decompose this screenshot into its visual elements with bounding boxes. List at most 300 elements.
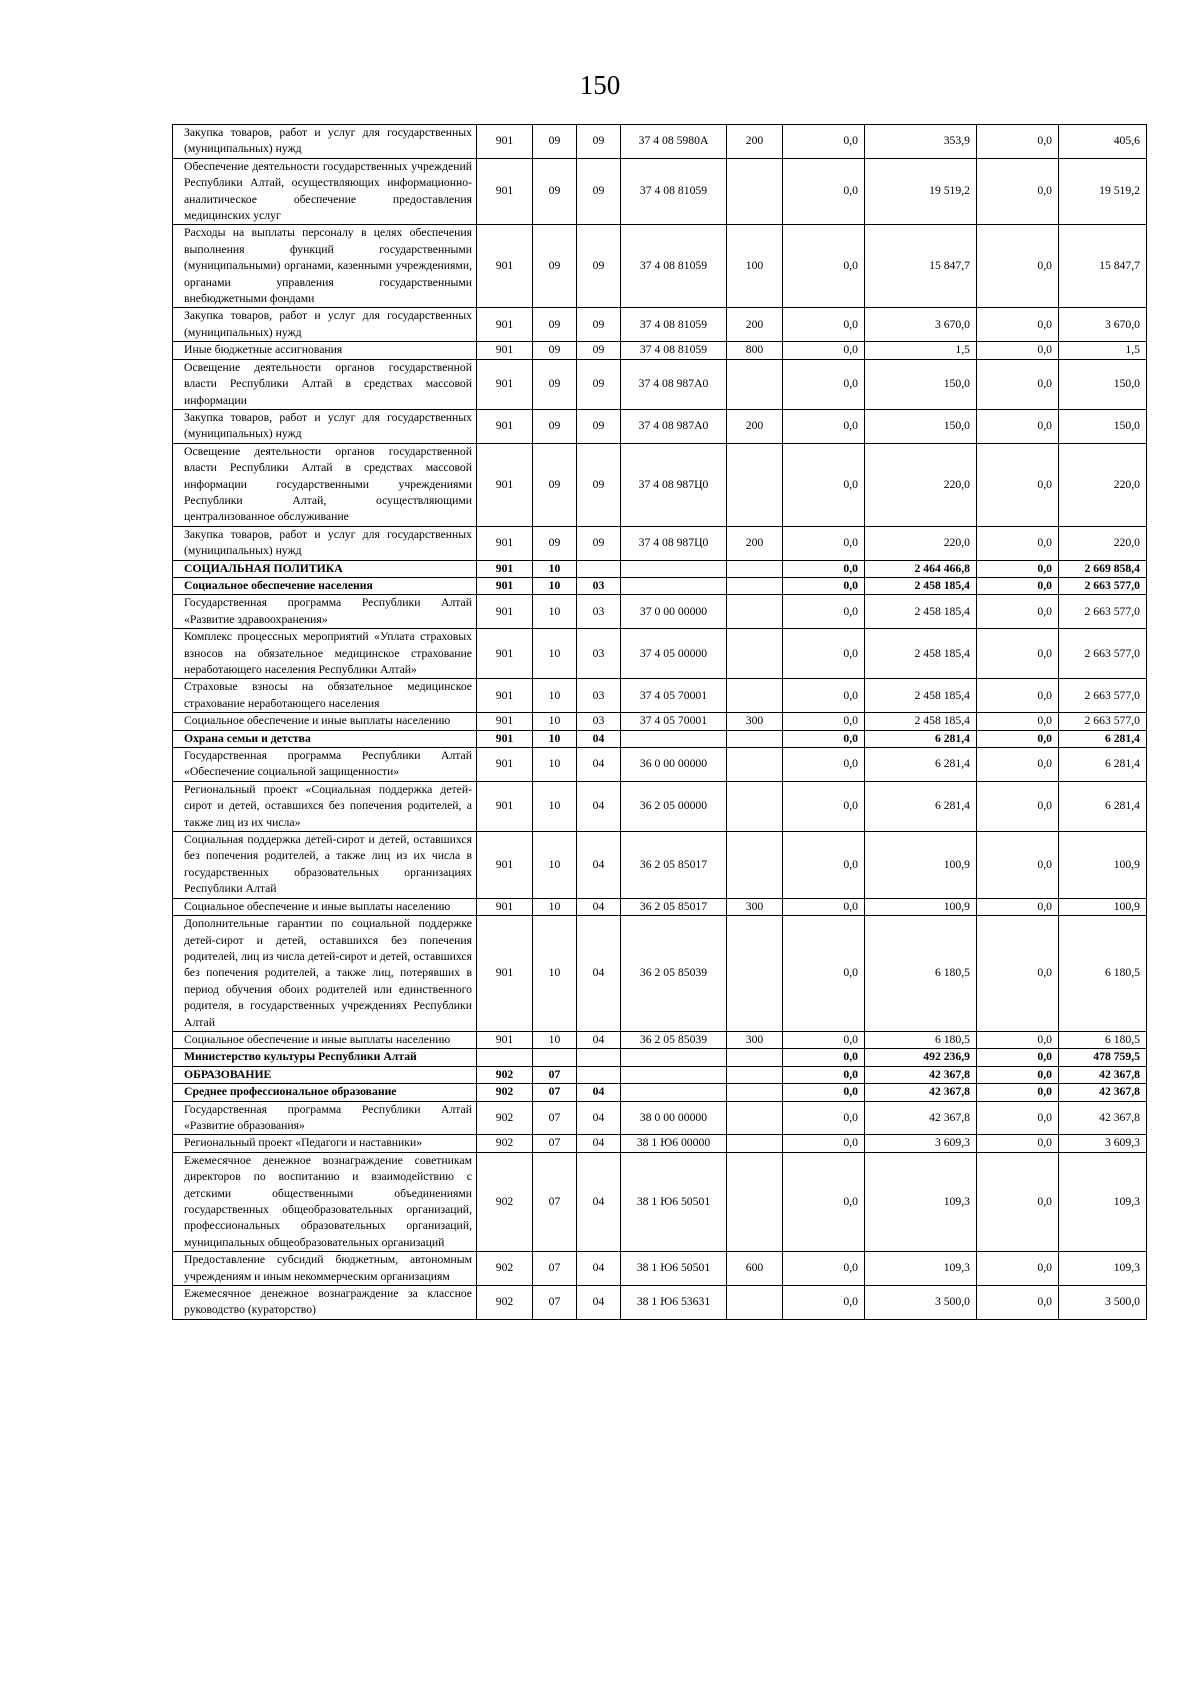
amount-3: 0,0	[977, 781, 1059, 831]
section-code: 10	[533, 748, 577, 782]
section-code: 07	[533, 1286, 577, 1320]
amount-4: 150,0	[1059, 359, 1147, 409]
amount-3: 0,0	[977, 1152, 1059, 1251]
amount-1: 0,0	[783, 629, 865, 679]
amount-2: 6 281,4	[865, 730, 977, 747]
amount-4: 150,0	[1059, 409, 1147, 443]
amount-2: 220,0	[865, 526, 977, 560]
ministry-code: 901	[477, 359, 533, 409]
amount-2: 2 458 185,4	[865, 629, 977, 679]
table-row	[173, 1066, 1147, 1083]
row-name: Страховые взносы на обязательное медицинское страхование неработающего населения	[173, 679, 477, 713]
ministry-code: 901	[477, 679, 533, 713]
amount-3: 0,0	[977, 832, 1059, 899]
subsection-code: 09	[577, 443, 621, 526]
expense-type	[727, 560, 783, 577]
amount-2: 100,9	[865, 832, 977, 899]
row-name: Социальное обеспечение и иные выплаты населению	[173, 713, 477, 730]
amount-1: 0,0	[783, 1152, 865, 1251]
section-code: 07	[533, 1101, 577, 1135]
amount-4: 405,6	[1059, 125, 1147, 159]
subsection-code: 04	[577, 1084, 621, 1101]
amount-1: 0,0	[783, 359, 865, 409]
amount-2: 2 464 466,8	[865, 560, 977, 577]
ministry-code: 901	[477, 409, 533, 443]
expense-type	[727, 359, 783, 409]
row-name: Ежемесячное денежное вознаграждение советникам директоров по воспитанию и взаимодействию с детскими общественными объединениями государственных общеобразовательных организаций, профессиональных образовательных организаций, муниципальных общеобразовательных организаций	[173, 1152, 477, 1251]
table-row	[173, 560, 1147, 577]
amount-2: 2 458 185,4	[865, 595, 977, 629]
section-code: 09	[533, 359, 577, 409]
table-row	[173, 125, 1147, 159]
row-name: Предоставление субсидий бюджетным, автономным учреждениям и иным некоммерческим организациям	[173, 1252, 477, 1286]
amount-1: 0,0	[783, 730, 865, 747]
amount-1: 0,0	[783, 898, 865, 915]
section-code: 10	[533, 595, 577, 629]
amount-3: 0,0	[977, 916, 1059, 1032]
row-name: Дополнительные гарантии по социальной поддержке детей-сирот и детей, оставшихся без попечения родителей, лиц из числа детей-сирот и детей, оставшихся без попечения родителей, а также лиц, потерявших в период обучения обоих родителей или единственного родителя, в государственных учреждениях Республики Алтай	[173, 916, 477, 1032]
amount-4: 19 519,2	[1059, 158, 1147, 225]
amount-4: 6 281,4	[1059, 748, 1147, 782]
subsection-code: 09	[577, 359, 621, 409]
amount-4: 109,3	[1059, 1252, 1147, 1286]
target-article: 38 1 Ю6 50501	[621, 1252, 727, 1286]
amount-2: 42 367,8	[865, 1066, 977, 1083]
target-article: 38 1 Ю6 50501	[621, 1152, 727, 1251]
amount-4: 100,9	[1059, 832, 1147, 899]
amount-4: 6 180,5	[1059, 916, 1147, 1032]
amount-4: 6 180,5	[1059, 1031, 1147, 1048]
expense-type	[727, 1066, 783, 1083]
amount-1: 0,0	[783, 595, 865, 629]
section-code	[533, 1049, 577, 1066]
amount-3: 0,0	[977, 125, 1059, 159]
amount-2: 3 670,0	[865, 308, 977, 342]
amount-1: 0,0	[783, 1101, 865, 1135]
ministry-code: 901	[477, 629, 533, 679]
target-article	[621, 560, 727, 577]
subsection-code: 04	[577, 748, 621, 782]
amount-3: 0,0	[977, 308, 1059, 342]
section-code: 09	[533, 225, 577, 308]
table-row	[173, 1084, 1147, 1101]
section-code: 10	[533, 629, 577, 679]
table-row	[173, 1049, 1147, 1066]
amount-4: 6 281,4	[1059, 781, 1147, 831]
amount-3: 0,0	[977, 1084, 1059, 1101]
expense-type: 600	[727, 1252, 783, 1286]
amount-2: 1,5	[865, 342, 977, 359]
amount-2: 353,9	[865, 125, 977, 159]
ministry-code: 901	[477, 308, 533, 342]
target-article	[621, 730, 727, 747]
table-row	[173, 1101, 1147, 1135]
subsection-code: 04	[577, 832, 621, 899]
amount-3: 0,0	[977, 158, 1059, 225]
table-row	[173, 595, 1147, 629]
section-code: 09	[533, 125, 577, 159]
target-article: 37 4 08 81059	[621, 158, 727, 225]
target-article: 38 0 00 00000	[621, 1101, 727, 1135]
row-name: Ежемесячное денежное вознаграждение за классное руководство (кураторство)	[173, 1286, 477, 1320]
target-article	[621, 577, 727, 594]
amount-3: 0,0	[977, 748, 1059, 782]
table-row	[173, 1252, 1147, 1286]
subsection-code: 03	[577, 595, 621, 629]
amount-4: 2 663 577,0	[1059, 713, 1147, 730]
section-code: 09	[533, 409, 577, 443]
amount-1: 0,0	[783, 713, 865, 730]
amount-1: 0,0	[783, 577, 865, 594]
amount-2: 19 519,2	[865, 158, 977, 225]
table-row	[173, 359, 1147, 409]
section-code: 09	[533, 308, 577, 342]
amount-3: 0,0	[977, 713, 1059, 730]
subsection-code: 04	[577, 898, 621, 915]
amount-3: 0,0	[977, 1101, 1059, 1135]
amount-1: 0,0	[783, 125, 865, 159]
row-name: ОБРАЗОВАНИЕ	[173, 1066, 477, 1083]
amount-4: 220,0	[1059, 443, 1147, 526]
section-code: 09	[533, 443, 577, 526]
amount-3: 0,0	[977, 359, 1059, 409]
expense-type	[727, 832, 783, 899]
section-code: 10	[533, 730, 577, 747]
amount-2: 150,0	[865, 359, 977, 409]
budget-table	[172, 124, 1147, 1320]
amount-2: 100,9	[865, 898, 977, 915]
subsection-code: 09	[577, 158, 621, 225]
section-code: 09	[533, 342, 577, 359]
amount-2: 2 458 185,4	[865, 577, 977, 594]
amount-3: 0,0	[977, 1049, 1059, 1066]
row-name: Иные бюджетные ассигнования	[173, 342, 477, 359]
section-code: 10	[533, 916, 577, 1032]
table-row	[173, 342, 1147, 359]
section-code: 10	[533, 679, 577, 713]
amount-1: 0,0	[783, 679, 865, 713]
amount-4: 2 663 577,0	[1059, 629, 1147, 679]
subsection-code: 04	[577, 1286, 621, 1320]
amount-2: 2 458 185,4	[865, 679, 977, 713]
target-article: 37 4 08 987Ц0	[621, 443, 727, 526]
expense-type	[727, 1084, 783, 1101]
subsection-code: 03	[577, 629, 621, 679]
subsection-code	[577, 1066, 621, 1083]
ministry-code: 901	[477, 125, 533, 159]
amount-1: 0,0	[783, 443, 865, 526]
subsection-code: 04	[577, 1101, 621, 1135]
expense-type	[727, 629, 783, 679]
ministry-code: 901	[477, 730, 533, 747]
amount-4: 1,5	[1059, 342, 1147, 359]
section-code: 10	[533, 781, 577, 831]
subsection-code	[577, 560, 621, 577]
row-name: Государственная программа Республики Алтай «Обеспечение социальной защищенности»	[173, 748, 477, 782]
subsection-code	[577, 1049, 621, 1066]
amount-1: 0,0	[783, 409, 865, 443]
section-code: 10	[533, 713, 577, 730]
amount-2: 3 500,0	[865, 1286, 977, 1320]
target-article: 37 4 08 987Ц0	[621, 526, 727, 560]
amount-2: 220,0	[865, 443, 977, 526]
amount-2: 150,0	[865, 409, 977, 443]
target-article	[621, 1049, 727, 1066]
table-row	[173, 781, 1147, 831]
ministry-code: 902	[477, 1101, 533, 1135]
subsection-code: 04	[577, 916, 621, 1032]
subsection-code: 09	[577, 125, 621, 159]
target-article: 37 4 08 81059	[621, 342, 727, 359]
amount-3: 0,0	[977, 679, 1059, 713]
table-row	[173, 1135, 1147, 1152]
amount-2: 6 180,5	[865, 916, 977, 1032]
table-row	[173, 898, 1147, 915]
amount-4: 2 663 577,0	[1059, 577, 1147, 594]
amount-3: 0,0	[977, 409, 1059, 443]
amount-4: 15 847,7	[1059, 225, 1147, 308]
amount-2: 109,3	[865, 1152, 977, 1251]
row-name: Освещение деятельности органов государственной власти Республики Алтай в средствах массовой информации государственными учреждениями Республики Алтай, осуществляющими централизованное обслуживание	[173, 443, 477, 526]
amount-3: 0,0	[977, 629, 1059, 679]
expense-type	[727, 1101, 783, 1135]
table-row	[173, 158, 1147, 225]
subsection-code: 09	[577, 526, 621, 560]
row-name: Закупка товаров, работ и услуг для государственных (муниципальных) нужд	[173, 526, 477, 560]
page-number: 150	[579, 70, 621, 100]
amount-2: 2 458 185,4	[865, 713, 977, 730]
table-row	[173, 679, 1147, 713]
ministry-code: 901	[477, 560, 533, 577]
row-name: Обеспечение деятельности государственных учреждений Республики Алтай, осуществляющих информационно-аналитическое обеспечение предоставления медицинских услуг	[173, 158, 477, 225]
amount-4: 42 367,8	[1059, 1101, 1147, 1135]
expense-type	[727, 1049, 783, 1066]
subsection-code: 04	[577, 1152, 621, 1251]
ministry-code	[477, 1049, 533, 1066]
amount-3: 0,0	[977, 443, 1059, 526]
amount-1: 0,0	[783, 832, 865, 899]
ministry-code: 901	[477, 443, 533, 526]
ministry-code: 902	[477, 1135, 533, 1152]
amount-3: 0,0	[977, 730, 1059, 747]
amount-3: 0,0	[977, 1252, 1059, 1286]
target-article: 38 1 Ю6 53631	[621, 1286, 727, 1320]
subsection-code: 04	[577, 730, 621, 747]
amount-3: 0,0	[977, 560, 1059, 577]
expense-type: 200	[727, 409, 783, 443]
amount-3: 0,0	[977, 526, 1059, 560]
section-code: 07	[533, 1135, 577, 1152]
amount-3: 0,0	[977, 1031, 1059, 1048]
amount-4: 109,3	[1059, 1152, 1147, 1251]
expense-type	[727, 781, 783, 831]
amount-2: 3 609,3	[865, 1135, 977, 1152]
amount-4: 42 367,8	[1059, 1084, 1147, 1101]
amount-2: 6 281,4	[865, 748, 977, 782]
target-article: 38 1 Ю6 00000	[621, 1135, 727, 1152]
section-code: 10	[533, 898, 577, 915]
amount-3: 0,0	[977, 1135, 1059, 1152]
table-row	[173, 748, 1147, 782]
expense-type	[727, 679, 783, 713]
section-code: 10	[533, 1031, 577, 1048]
ministry-code: 901	[477, 577, 533, 594]
expense-type: 300	[727, 898, 783, 915]
ministry-code: 901	[477, 158, 533, 225]
row-name: Региональный проект «Социальная поддержка детей-сирот и детей, оставшихся без попечения родителей, а также лиц из их числа»	[173, 781, 477, 831]
ministry-code: 901	[477, 748, 533, 782]
target-article: 36 2 05 85039	[621, 916, 727, 1032]
expense-type	[727, 1286, 783, 1320]
amount-4: 6 281,4	[1059, 730, 1147, 747]
row-name: Охрана семьи и детства	[173, 730, 477, 747]
expense-type	[727, 158, 783, 225]
amount-2: 109,3	[865, 1252, 977, 1286]
subsection-code: 04	[577, 1135, 621, 1152]
target-article: 37 4 05 70001	[621, 679, 727, 713]
amount-1: 0,0	[783, 1066, 865, 1083]
amount-1: 0,0	[783, 781, 865, 831]
amount-2: 6 281,4	[865, 781, 977, 831]
amount-4: 2 669 858,4	[1059, 560, 1147, 577]
target-article: 37 4 05 70001	[621, 713, 727, 730]
section-code: 10	[533, 832, 577, 899]
amount-2: 492 236,9	[865, 1049, 977, 1066]
section-code: 09	[533, 158, 577, 225]
target-article	[621, 1084, 727, 1101]
amount-4: 2 663 577,0	[1059, 595, 1147, 629]
amount-3: 0,0	[977, 595, 1059, 629]
ministry-code: 902	[477, 1286, 533, 1320]
section-code: 07	[533, 1066, 577, 1083]
target-article: 36 2 05 85039	[621, 1031, 727, 1048]
table-row	[173, 225, 1147, 308]
expense-type	[727, 1135, 783, 1152]
table-row	[173, 713, 1147, 730]
table-row	[173, 1031, 1147, 1048]
target-article: 37 4 05 00000	[621, 629, 727, 679]
expense-type: 200	[727, 125, 783, 159]
amount-4: 42 367,8	[1059, 1066, 1147, 1083]
ministry-code: 901	[477, 713, 533, 730]
target-article: 37 4 08 987А0	[621, 359, 727, 409]
ministry-code: 901	[477, 898, 533, 915]
subsection-code: 04	[577, 781, 621, 831]
ministry-code: 901	[477, 1031, 533, 1048]
ministry-code: 902	[477, 1152, 533, 1251]
amount-1: 0,0	[783, 158, 865, 225]
expense-type	[727, 577, 783, 594]
table-row	[173, 526, 1147, 560]
expense-type	[727, 730, 783, 747]
ministry-code: 901	[477, 916, 533, 1032]
section-code: 07	[533, 1084, 577, 1101]
table-row	[173, 308, 1147, 342]
amount-1: 0,0	[783, 342, 865, 359]
amount-3: 0,0	[977, 1286, 1059, 1320]
row-name: Освещение деятельности органов государственной власти Республики Алтай в средствах массовой информации	[173, 359, 477, 409]
section-code: 09	[533, 526, 577, 560]
row-name: Министерство культуры Республики Алтай	[173, 1049, 477, 1066]
amount-1: 0,0	[783, 308, 865, 342]
row-name: Государственная программа Республики Алтай «Развитие здравоохранения»	[173, 595, 477, 629]
amount-1: 0,0	[783, 1252, 865, 1286]
amount-3: 0,0	[977, 898, 1059, 915]
subsection-code: 03	[577, 577, 621, 594]
row-name: Среднее профессиональное образование	[173, 1084, 477, 1101]
amount-1: 0,0	[783, 916, 865, 1032]
budget-table-body	[173, 125, 1147, 1320]
amount-1: 0,0	[783, 1049, 865, 1066]
amount-1: 0,0	[783, 1031, 865, 1048]
row-name: Закупка товаров, работ и услуг для государственных (муниципальных) нужд	[173, 125, 477, 159]
section-code: 10	[533, 560, 577, 577]
amount-3: 0,0	[977, 1066, 1059, 1083]
expense-type: 100	[727, 225, 783, 308]
expense-type: 200	[727, 526, 783, 560]
amount-3: 0,0	[977, 342, 1059, 359]
section-code: 07	[533, 1252, 577, 1286]
amount-1: 0,0	[783, 748, 865, 782]
subsection-code: 03	[577, 713, 621, 730]
section-code: 07	[533, 1152, 577, 1251]
subsection-code: 09	[577, 225, 621, 308]
target-article: 36 2 05 85017	[621, 832, 727, 899]
amount-2: 15 847,7	[865, 225, 977, 308]
subsection-code: 04	[577, 1031, 621, 1048]
amount-1: 0,0	[783, 1286, 865, 1320]
ministry-code: 902	[477, 1084, 533, 1101]
ministry-code: 901	[477, 595, 533, 629]
ministry-code: 901	[477, 832, 533, 899]
amount-4: 100,9	[1059, 898, 1147, 915]
table-row	[173, 1286, 1147, 1320]
target-article: 36 2 05 85017	[621, 898, 727, 915]
table-row	[173, 1152, 1147, 1251]
section-code: 10	[533, 577, 577, 594]
amount-3: 0,0	[977, 577, 1059, 594]
table-row	[173, 577, 1147, 594]
amount-2: 6 180,5	[865, 1031, 977, 1048]
amount-1: 0,0	[783, 225, 865, 308]
ministry-code: 901	[477, 225, 533, 308]
row-name: Социальное обеспечение населения	[173, 577, 477, 594]
row-name: Социальная поддержка детей-сирот и детей, оставшихся без попечения родителей, а также лиц из их числа в государственных образовательных организациях Республики Алтай	[173, 832, 477, 899]
row-name: Социальное обеспечение и иные выплаты населению	[173, 898, 477, 915]
ministry-code: 901	[477, 342, 533, 359]
ministry-code: 902	[477, 1066, 533, 1083]
amount-2: 42 367,8	[865, 1101, 977, 1135]
expense-type	[727, 443, 783, 526]
target-article: 37 4 08 81059	[621, 225, 727, 308]
row-name: Комплекс процессных мероприятий «Уплата страховых взносов на обязательное медицинское страхование неработающего населения Республики Алтай»	[173, 629, 477, 679]
expense-type: 300	[727, 713, 783, 730]
expense-type	[727, 595, 783, 629]
row-name: СОЦИАЛЬНАЯ ПОЛИТИКА	[173, 560, 477, 577]
target-article: 37 4 08 987А0	[621, 409, 727, 443]
row-name: Региональный проект «Педагоги и наставники»	[173, 1135, 477, 1152]
amount-4: 2 663 577,0	[1059, 679, 1147, 713]
target-article: 37 4 08 81059	[621, 308, 727, 342]
row-name: Социальное обеспечение и иные выплаты населению	[173, 1031, 477, 1048]
amount-4: 478 759,5	[1059, 1049, 1147, 1066]
amount-4: 3 500,0	[1059, 1286, 1147, 1320]
amount-4: 220,0	[1059, 526, 1147, 560]
ministry-code: 901	[477, 781, 533, 831]
expense-type: 800	[727, 342, 783, 359]
target-article	[621, 1066, 727, 1083]
row-name: Закупка товаров, работ и услуг для государственных (муниципальных) нужд	[173, 308, 477, 342]
